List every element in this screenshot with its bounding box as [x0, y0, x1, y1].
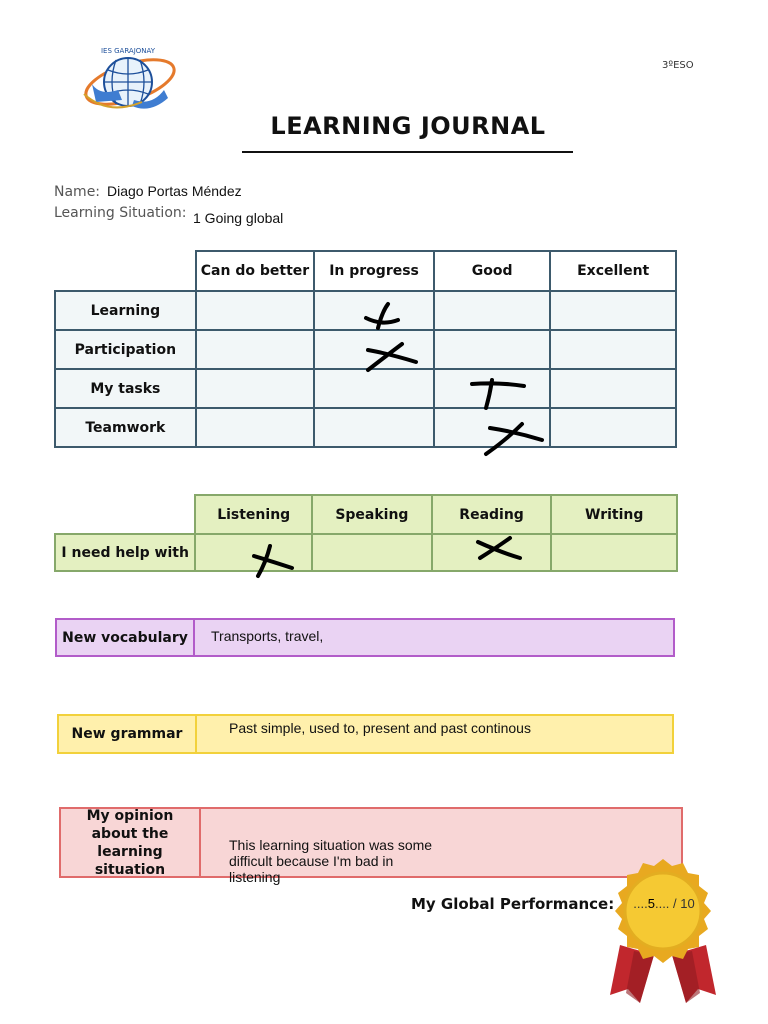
row-label: Participation — [55, 330, 196, 369]
column-header: Writing — [551, 495, 677, 534]
title-underline — [242, 151, 573, 153]
check-mark — [358, 290, 422, 342]
situation-label: Learning Situation: — [54, 205, 187, 221]
name-value: Diago Portas Méndez — [107, 183, 242, 199]
table-cell[interactable] — [550, 408, 676, 447]
check-mark — [360, 336, 424, 388]
column-header: Can do better — [196, 251, 315, 291]
performance-label: My Global Performance: — [411, 895, 615, 913]
grammar-value[interactable]: Past simple, used to, present and past continous — [229, 720, 531, 736]
table-cell[interactable] — [550, 369, 676, 408]
table-cell[interactable] — [196, 291, 315, 330]
check-mark — [474, 530, 538, 582]
performance-score[interactable] — [622, 896, 706, 911]
school-logo — [78, 44, 178, 118]
table-cell[interactable] — [196, 330, 315, 369]
opinion-box — [59, 807, 683, 885]
row-label: Teamwork — [55, 408, 196, 447]
column-header: Excellent — [550, 251, 676, 291]
row-label: Learning — [55, 291, 196, 330]
table-cell[interactable] — [550, 291, 676, 330]
opinion-label: My opinion about the learning situation — [61, 809, 201, 876]
name-label: Name: — [54, 184, 101, 200]
vocabulary-value[interactable]: Transports, travel, — [211, 628, 324, 644]
grammar-label: New grammar — [59, 716, 197, 752]
medal-icon — [604, 855, 722, 1005]
vocabulary-label: New vocabulary — [57, 620, 195, 655]
column-header: Listening — [195, 495, 312, 534]
table-cell[interactable] — [314, 408, 434, 447]
score-value: 5 — [647, 896, 655, 911]
check-mark — [480, 418, 544, 470]
row-label: My tasks — [55, 369, 196, 408]
table-cell[interactable] — [196, 369, 315, 408]
opinion-value[interactable]: This learning situation was some difficult because I'm bad in listening — [229, 837, 433, 885]
logo-text: IES GARAJONAY — [100, 47, 156, 55]
situation-value: 1 Going global — [193, 210, 284, 226]
score-prefix: .... — [633, 896, 648, 911]
table-corner — [55, 251, 196, 291]
column-header: In progress — [314, 251, 434, 291]
column-header: Reading — [432, 495, 552, 534]
row-label: I need help with — [55, 534, 195, 571]
column-header: Speaking — [312, 495, 432, 534]
column-header: Good — [434, 251, 550, 291]
table-cell[interactable] — [550, 330, 676, 369]
table-corner — [55, 495, 195, 534]
score-suffix: .... / 10 — [654, 896, 695, 911]
skills-table — [54, 494, 678, 572]
grammar-box — [57, 714, 674, 754]
table-cell[interactable] — [312, 534, 432, 571]
check-mark — [248, 538, 312, 590]
table-cell[interactable] — [551, 534, 677, 571]
page-title: LEARNING JOURNAL — [270, 112, 546, 140]
table-cell[interactable] — [434, 291, 550, 330]
vocabulary-box — [55, 618, 675, 657]
table-cell[interactable] — [196, 408, 315, 447]
table-cell[interactable] — [434, 330, 550, 369]
grade-label: 3ºESO — [662, 60, 694, 71]
check-mark — [468, 372, 532, 424]
